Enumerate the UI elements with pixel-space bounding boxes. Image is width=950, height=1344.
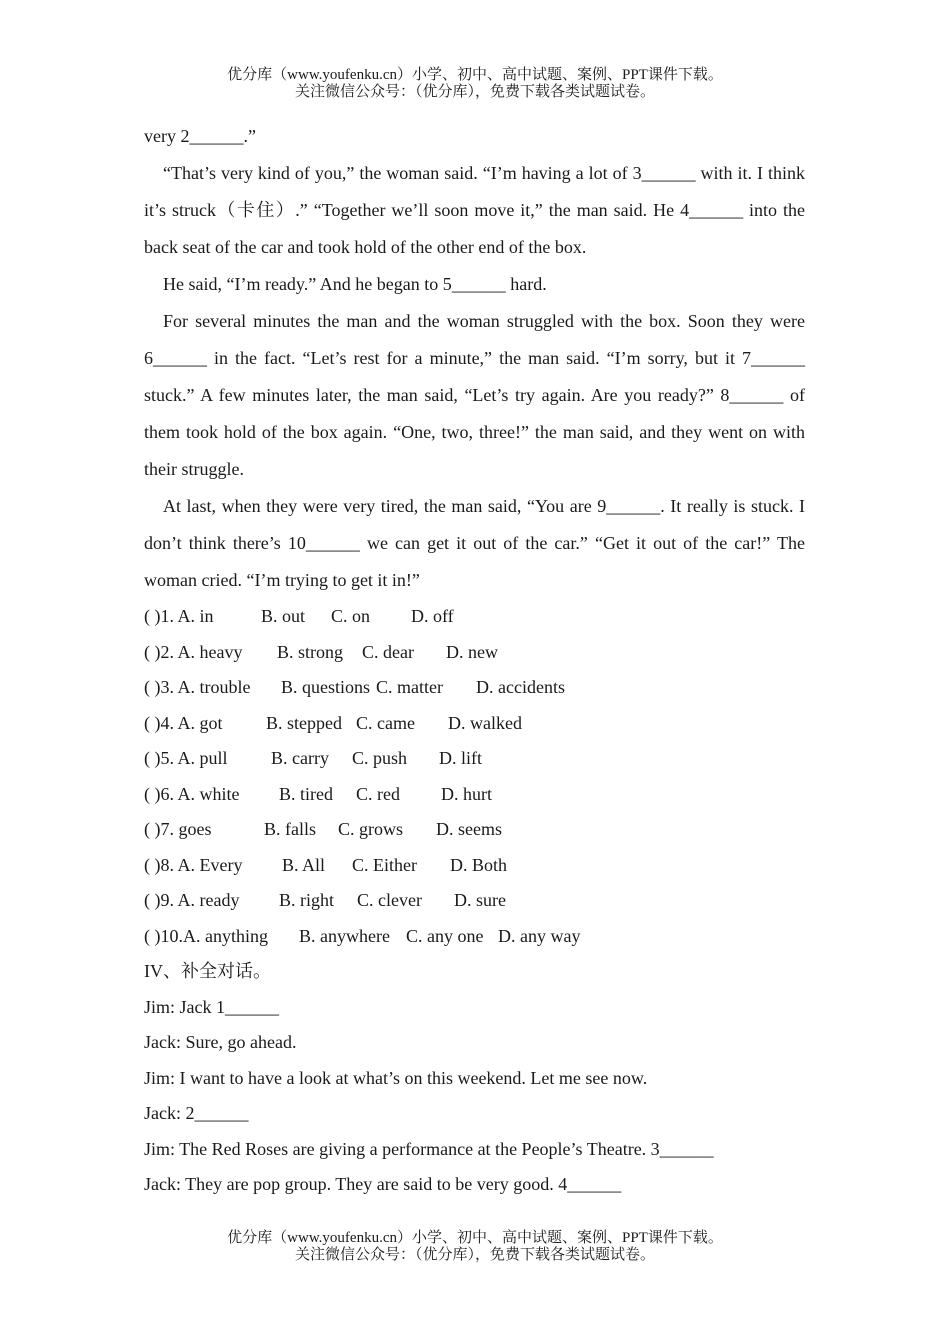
passage-paragraph: He said, “I’m ready.” And he began to 5______ hard. (163, 274, 547, 294)
dialogue-line: Jack: They are pop group. They are said to be very good. 4______ (144, 1174, 622, 1194)
question-stem: ( )10.A. anything (144, 925, 268, 946)
option-d: D. Both (450, 854, 508, 875)
question-item (144, 883, 805, 919)
question-stem: ( )7. goes (144, 819, 212, 839)
passage (144, 118, 805, 599)
option-c: C. came (356, 712, 415, 733)
question-item (144, 919, 805, 955)
option-d: D. lift (439, 748, 482, 768)
option-d: D. hurt (441, 783, 492, 804)
question-stem: ( )6. A. white (144, 783, 240, 804)
question-item (144, 848, 805, 884)
footer-line-1: 优分库（www.youfenku.cn）小学、初中、高中试题、案例、PPT课件下载。 (227, 1230, 723, 1246)
option-c: C. Either (352, 854, 417, 875)
question-stem: ( )4. A. got (144, 712, 223, 733)
option-b: B. out (261, 606, 306, 626)
question-item (144, 670, 805, 706)
header-line-2: 关注微信公众号：（优分库），免费下载各类试题试卷。 (294, 84, 655, 100)
question-item (144, 741, 805, 777)
option-c: C. on (331, 606, 371, 626)
passage-paragraph: very 2______.” (144, 126, 256, 146)
option-b: B. questions (281, 677, 371, 697)
option-d: D. any way (498, 925, 581, 946)
question-stem: ( )8. A. Every (144, 854, 243, 875)
option-c: C. grows (338, 819, 404, 839)
option-c: C. matter (376, 677, 443, 697)
option-d: D. walked (448, 712, 522, 733)
section-title: IV、补全对话。 (144, 961, 271, 981)
question-item (144, 706, 805, 742)
option-d: D. seems (436, 819, 502, 839)
question-item (144, 777, 805, 813)
option-b: B. tired (279, 783, 333, 804)
question-stem: ( )1. A. in (144, 606, 214, 626)
question-list (144, 599, 805, 954)
page-footer (0, 1230, 950, 1264)
passage-paragraph: At last, when they were very tired, the man said, “You are 9______. It really is stuck. I don’t think there’s 10______ we can get it out of the car.” “Get it out of the car!” The woman cried. “I’m trying to get it in!” (144, 496, 805, 590)
passage-paragraph: “That’s very kind of you,” the woman said. “I’m having a lot of 3______ with it. I think it’s struck（卡住）.” “Together we’ll soon move it,” the man said. He 4______ into the back seat of the car and took hold of the other end of the box. (144, 163, 805, 257)
dialogue-line: Jim: The Red Roses are giving a performance at the People’s Theatre. 3______ (144, 1138, 714, 1159)
question-stem: ( )3. A. trouble (144, 677, 251, 697)
option-d: D. new (446, 641, 498, 662)
option-d: D. sure (454, 890, 506, 910)
option-d: D. off (411, 606, 454, 626)
option-b: B. strong (277, 641, 344, 662)
option-b: B. carry (271, 748, 329, 768)
footer-line-2: 关注微信公众号：（优分库），免费下载各类试题试卷。 (294, 1247, 655, 1263)
question-item (144, 635, 805, 671)
option-c: C. push (352, 748, 408, 768)
question-item (144, 812, 805, 848)
dialogue-line: Jack: Sure, go ahead. (144, 1032, 297, 1052)
dialogue-line: Jim: I want to have a look at what’s on this weekend. Let me see now. (144, 1067, 648, 1088)
passage-paragraph: For several minutes the man and the woman struggled with the box. Soon they were 6______ in the fact. “Let’s rest for a minute,” the man said. “I’m sorry, but it 7______ stuck.” A few minutes later, the man said, “Let’s try again. Are you ready?” 8______ of them took hold of the box again. “One, two, three!” the man said, and they went on with their struggle. (144, 311, 805, 479)
option-b: B. stepped (266, 712, 342, 733)
header-line-1: 优分库（www.youfenku.cn）小学、初中、高中试题、案例、PPT课件下载。 (227, 67, 723, 83)
option-b: B. All (282, 854, 326, 875)
dialogue-line: Jim: Jack 1______ (144, 996, 279, 1017)
option-c: C. any one (406, 925, 484, 946)
page-content (144, 118, 805, 1203)
option-b: B. right (279, 890, 335, 910)
question-stem: ( )9. A. ready (144, 890, 240, 910)
dialogue-line: Jack: 2______ (144, 1103, 249, 1123)
option-c: C. clever (357, 890, 422, 910)
question-stem: ( )5. A. pull (144, 748, 228, 768)
question-item (144, 599, 805, 635)
question-stem: ( )2. A. heavy (144, 641, 243, 662)
option-b: B. falls (264, 819, 316, 839)
option-c: C. dear (362, 641, 414, 662)
option-c: C. red (356, 783, 400, 804)
page-header (0, 67, 950, 101)
option-d: D. accidents (476, 677, 565, 697)
option-b: B. anywhere (299, 925, 390, 946)
dialogue (144, 990, 805, 1203)
